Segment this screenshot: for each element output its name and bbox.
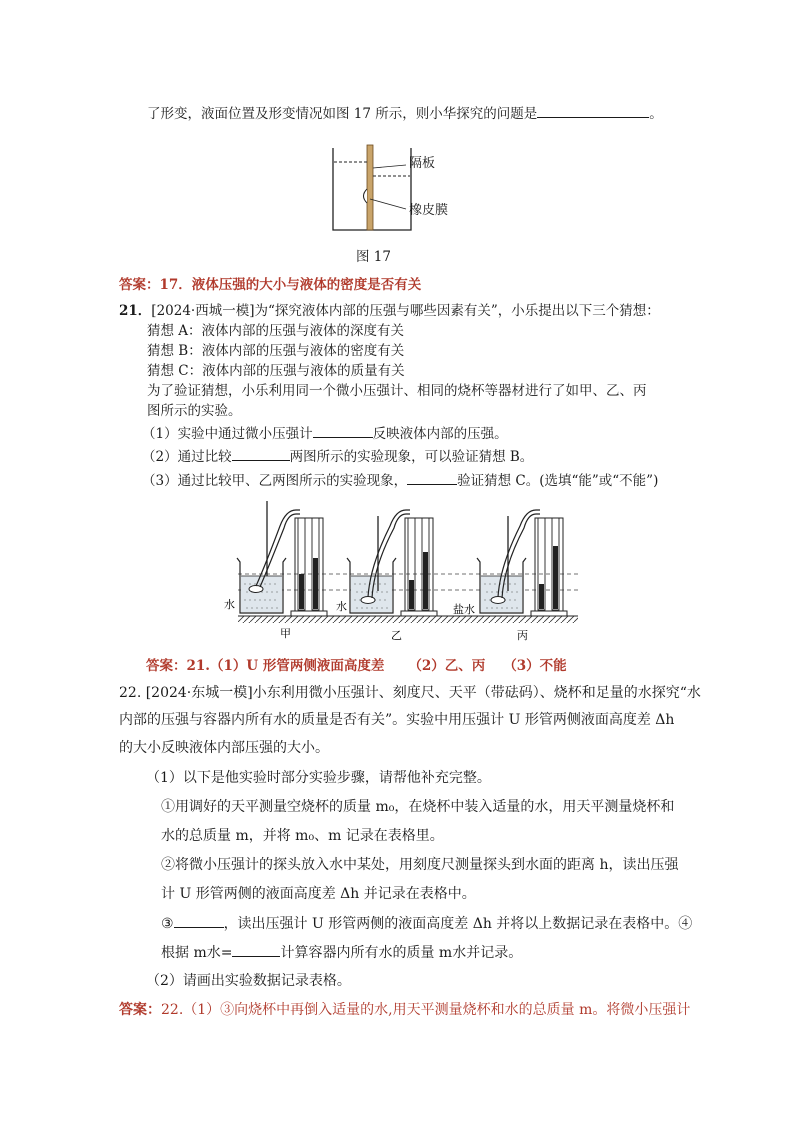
q21-intro-line2: 图所示的实验。 xyxy=(147,403,242,419)
q22-step2-b: 计 U 形管两侧的液面高度差 Δh 并记录在表格中。 xyxy=(161,886,476,902)
answer-label: 答案： xyxy=(119,277,160,293)
q21-stem xyxy=(119,301,660,321)
q21-sub1 xyxy=(142,423,508,444)
label-partition: 隔板 xyxy=(409,156,436,171)
q22-line2: 内部的压强与容器内所有水的质量是否有关”。实验中用压强计 U 形管两侧液面高度差 Δh xyxy=(119,712,675,728)
q20-tail-line xyxy=(147,103,663,124)
figure-17-diagram xyxy=(320,143,460,238)
answer-label: 答案： xyxy=(119,1002,161,1018)
label-membrane: 橡皮膜 xyxy=(409,203,449,218)
q20-tail-text: 了形变，液面位置及形变情况如图 17 所示，则小华探究的问题是 xyxy=(147,106,538,122)
q21-answer xyxy=(146,656,567,676)
q22-step3 xyxy=(161,913,692,934)
q20-answer xyxy=(119,275,421,295)
guess-c: 猜想 C：液体内部的压强与液体的质量有关 xyxy=(147,363,405,379)
q21-sub3-text-b: 验证猜想 C。(选填“能”或“不能”) xyxy=(457,473,659,489)
q22-step3-blank xyxy=(174,913,224,928)
label-yi: 乙 xyxy=(391,629,402,642)
guess-b: 猜想 B：液体内部的压强与液体的密度有关 xyxy=(147,343,405,359)
label-jia: 甲 xyxy=(280,627,291,640)
q21-answer-item-3: （3）不能 xyxy=(503,658,567,674)
q21-number: 21． xyxy=(119,303,152,319)
q22-answer xyxy=(119,1000,690,1020)
label-water-1: 水 xyxy=(224,598,235,611)
q21-answer-item-2: （2）乙、丙 xyxy=(408,658,486,674)
q22-answer-text: 22.（1）③向烧杯中再倒入适量的水,用天平测量烧杯和水的总质量 m。将微小压强计 xyxy=(161,1002,691,1018)
pressure-gauge-figure xyxy=(220,496,590,646)
q22-step3-text-b: ，读出压强计 U 形管两侧的液面高度差 Δh 并将以上数据记录在表格中。④ xyxy=(223,916,693,932)
q20-answer-text: 17．液体压强的大小与液体的密度是否有关 xyxy=(159,277,422,293)
q22-step4 xyxy=(161,942,522,963)
label-bing: 丙 xyxy=(517,629,528,642)
q22-sub2: （2）请画出实验数据记录表格。 xyxy=(146,973,351,989)
label-water-2: 水 xyxy=(336,600,347,613)
q21-sub2-text-b: 两图所示的实验现象，可以验证猜想 B。 xyxy=(289,449,534,465)
q21-sub1-text-a: （1）实验中通过微小压强计 xyxy=(142,426,313,442)
setup-bing xyxy=(477,510,567,616)
q22-line1: 22. [2024·东城一模]小东利用微小压强计、刻度尺、天平（带砝码）、烧杯和足量的水探究“水 xyxy=(119,685,701,701)
q21-sub2 xyxy=(142,446,533,467)
q22-step1-a: ①用调好的天平测量空烧杯的质量 m₀，在烧杯中装入适量的水，用天平测量烧杯和 xyxy=(161,799,675,815)
q22-step4-text-a: 根据 m水= xyxy=(161,945,233,961)
q22-line3: 的大小反映液体内部压强的大小。 xyxy=(119,740,329,756)
q21-sub1-text-b: 反映液体内部的压强。 xyxy=(372,426,508,442)
q22-step3-text-a: ③ xyxy=(161,916,174,932)
q21-answer-item-1: 21.（1）U 形管两侧液面高度差 xyxy=(186,658,385,674)
q22-step2-a: ②将微小压强计的探头放入水中某处，用刻度尺测量探头到水面的距离 h，读出压强 xyxy=(161,857,679,873)
q21-sub3-text-a: （3）通过比较甲、乙两图所示的实验现象， xyxy=(142,473,408,489)
label-salt-water: 盐水 xyxy=(453,603,475,616)
setup-jia xyxy=(237,501,327,616)
q22-sub1: （1）以下是他实验时部分实验步骤，请帮他补充完整。 xyxy=(146,770,491,786)
figure-17-caption: 图 17 xyxy=(356,249,391,265)
answer-label: 答案： xyxy=(146,658,187,674)
q21-sub3 xyxy=(142,470,658,491)
guess-a: 猜想 A：液体内部的压强与液体的深度有关 xyxy=(147,323,405,339)
q21-sub2-text-a: （2）通过比较 xyxy=(142,449,232,465)
q21-sub1-blank xyxy=(313,423,373,438)
setup-yi xyxy=(347,510,437,616)
q22-step4-blank xyxy=(232,942,280,957)
q21-source: [2024·西城一模] xyxy=(151,303,255,319)
q22-step1-b: 水的总质量 m，并将 m₀、m 记录在表格里。 xyxy=(161,828,444,844)
q20-tail-end: 。 xyxy=(649,106,663,122)
q21-sub3-blank xyxy=(407,470,457,485)
q22-step4-text-b: 计算容器内所有水的质量 m水并记录。 xyxy=(280,945,523,961)
q21-intro-line1: 为了验证猜想，小乐利用同一个微小压强计、相同的烧杯等器材进行了如甲、乙、丙 xyxy=(147,383,647,399)
q20-answer-blank xyxy=(537,103,649,118)
q21-stem-text: 为“探究液体内部的压强与哪些因素有关”，小乐提出以下三个猜想： xyxy=(254,303,660,319)
q21-sub2-blank xyxy=(232,446,290,461)
